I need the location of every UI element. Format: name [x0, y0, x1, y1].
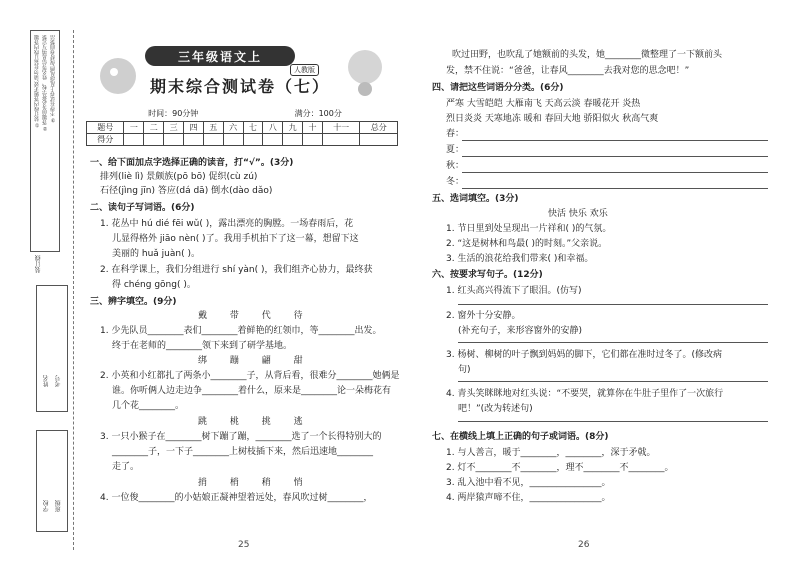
s7-q4: 4. 两岸猿声啼不住，________________。 [446, 493, 611, 503]
s7-q2: 2. 灯不________不________，理不________不________。 [446, 463, 674, 473]
s2-q2-line-b: 得 chéng gōng( )。 [112, 280, 196, 290]
s3-q3-line-b: ________子，一下子________上树枝插下来，然后迅速地________ [112, 447, 374, 457]
s4-summer-line[interactable] [462, 156, 768, 157]
field-school: 学校 [43, 500, 50, 512]
score-cell: 十 [303, 122, 323, 134]
s6-q1-answer-line[interactable] [458, 304, 768, 305]
s3-q3-line-c: 走了。 [112, 462, 140, 472]
s6-q3-line-a: 3. 杨树、柳树的叶子飘到妈妈的脚下，它们都在准时过冬了。(修改病 [446, 350, 722, 360]
s2-q1-line-a: 1. 花丛中 hú dié fēi wǔ( )，露出漂亮的胸膛。一场春雨后，花 [100, 219, 354, 229]
score-cell: 得分 [87, 134, 124, 146]
s2-q1-line-c: 美丽的 huǎ juàn( )。 [112, 249, 200, 259]
score-cell: 七 [243, 122, 263, 134]
page-number-left: 25 [238, 540, 250, 550]
s4-autumn-label: 秋： [446, 161, 465, 171]
mascot-eye-icon [110, 68, 118, 76]
score-cell: 题号 [87, 122, 124, 134]
s4-spring-label: 春： [446, 129, 465, 139]
score-input-cell[interactable] [203, 134, 223, 146]
s3-words-2: 绑 蹦 翩 甜 [198, 356, 313, 366]
score-input-cell[interactable] [164, 134, 184, 146]
score-cell: 二 [144, 122, 164, 134]
s2-q2-line-a: 2. 在科学课上，我们分组进行 shí yàn( )，我们组齐心协力，最终获 [100, 265, 373, 275]
s4-words-line-2: 烈日炎炎 天寒地冻 暖和 春回大地 骄阳似火 秋高气爽 [446, 114, 659, 124]
time-limit: 时间：90分钟 [148, 109, 199, 118]
s6-q2-answer-line[interactable] [458, 342, 768, 343]
score-cell: 十一 [322, 122, 359, 134]
score-input-cell[interactable] [223, 134, 243, 146]
s6-q3-answer-line[interactable] [458, 381, 768, 382]
section-6-title: 六、按要求写句子。(12分) [432, 270, 543, 280]
full-score: 满分：100分 [294, 109, 342, 118]
s6-q2-line-a: 2. 窗外十分安静。 [446, 311, 521, 321]
s4-spring-line[interactable] [462, 140, 768, 141]
s1-line-1: 排列(liè lì) 景颇族(pō bō) 促织(cù zú) [100, 172, 258, 182]
page-number-right: 26 [578, 540, 590, 550]
notice-box [30, 30, 60, 252]
s3-words-3: 跳 桃 挑 逃 [198, 417, 313, 427]
ball-icon [358, 82, 372, 96]
score-input-cell[interactable] [124, 134, 144, 146]
s5-q2: 2. “这是树林和鸟最( )的时刻。”父亲说。 [446, 239, 608, 249]
s7-q3: 3. 乱入池中看不见，________________。 [446, 478, 611, 488]
score-table-score-row [87, 134, 398, 146]
s3-q4-line-a: 4. 一位俊________的小姑娘正凝神望着远处，春风吹过树________， [100, 493, 373, 503]
s4-words-line-1: 严寒 大雪皑皑 大雁南飞 天高云淡 春暖花开 炎热 [446, 99, 641, 109]
s4-winter-line[interactable] [462, 188, 768, 189]
s7-q1: 1. 与人善言，暖于________，________，深于矛戟。 [446, 448, 656, 458]
mascot-left-icon [100, 58, 136, 94]
score-input-cell[interactable] [184, 134, 204, 146]
score-input-cell[interactable] [263, 134, 283, 146]
field-id: 考号 [55, 375, 62, 387]
s5-words: 快活 快乐 欢乐 [548, 209, 608, 219]
grade-banner: 三年级语文上 [145, 46, 295, 66]
score-input-cell[interactable] [322, 134, 359, 146]
field-name: 姓名 [43, 375, 50, 387]
notice-line: ③不得在试卷上乱涂乱画,保持卷面整洁 [50, 35, 56, 123]
exam-header [100, 44, 390, 104]
notice-line: ②答题前务必将学校、姓名等信息填写完整 [42, 35, 48, 131]
field-class: 班级 [55, 500, 62, 512]
school-field-box [36, 430, 68, 532]
s4-winter-label: 冬： [446, 177, 465, 187]
section-1-title: 一、给下面加点字选择正确的读音，打“√”。(3分) [90, 158, 294, 168]
s2-q1-line-b: 儿显得格外 jiāo nèn( )了。我用手机拍下了这一幕，想留下这 [112, 234, 359, 244]
s6-q3-line-b: 句) [458, 365, 471, 375]
s4-autumn-line[interactable] [462, 172, 768, 173]
cont-line-a: 吹过田野，也吹乱了她额前的头发，她________微整理了一下额前头 [452, 50, 723, 60]
score-input-cell[interactable] [283, 134, 303, 146]
s6-q2-line-b: (补充句子，来形容窗外的安静) [458, 326, 583, 336]
name-field-box [36, 285, 68, 412]
score-cell: 五 [203, 122, 223, 134]
s3-q1-line-b: 终于在老师的________领下来到了研学基地。 [112, 341, 293, 351]
s4-summer-label: 夏： [446, 145, 465, 155]
s3-words-4: 捎 梢 稍 悄 [198, 478, 313, 488]
s6-q4-line-b: 吧！”(改为转述句) [458, 404, 533, 414]
time-score-row [100, 108, 390, 119]
section-5-title: 五、选词填空。(3分) [432, 194, 519, 204]
s3-q2-line-c: 几个花________。 [112, 401, 185, 411]
s1-line-2: 石径(jìng jīn) 答应(dá dā) 倒水(dào dǎo) [100, 186, 273, 196]
s6-q4-answer-line[interactable] [458, 421, 768, 422]
binding-strip [28, 30, 88, 550]
cont-line-b: 发，禁不住说：“爸爸，让春风________去我对您的思念吧！” [446, 66, 690, 76]
score-input-cell[interactable] [243, 134, 263, 146]
score-cell: 九 [283, 122, 303, 134]
section-7-title: 七、在横线上填上正确的句子或词语。(8分) [432, 432, 609, 442]
cut-label: 装订线 [35, 255, 42, 273]
s3-words-1: 戴 带 代 待 [198, 311, 313, 321]
s6-q1: 1. 红头高兴得流下了眼泪。(仿写) [446, 286, 582, 296]
score-cell: 八 [263, 122, 283, 134]
section-3-title: 三、辨字填空。(9分) [90, 297, 177, 307]
score-cell: 一 [124, 122, 144, 134]
exam-title: 期末综合测试卷（七） [149, 77, 330, 96]
score-table [86, 121, 398, 146]
score-cell: 总分 [360, 122, 398, 134]
section-4-title: 四、请把这些词语分分类。(6分) [432, 83, 564, 93]
score-input-cell[interactable] [360, 134, 398, 146]
notice-line: ①装订线内答题无效,请勿在装订线内答题 [34, 35, 40, 128]
s3-q2-line-b: 谁。你听俩人边走边争________着什么，原来是________论一朵梅花有 [112, 386, 392, 396]
s6-q4-line-a: 4. 青头笑眯眯地对红头说：“不要哭，就算你在牛肚子里作了一次旅行 [446, 389, 724, 399]
score-input-cell[interactable] [144, 134, 164, 146]
score-cell: 三 [164, 122, 184, 134]
s5-q3: 3. 生活的浪花给我们带来( )和幸福。 [446, 254, 594, 264]
s3-q3-line-a: 3. 一只小猴子在________树下蹦了蹦，________选了一个长得特别大的 [100, 432, 382, 442]
s5-q1: 1. 节日里到处呈现出一片祥和( )的气氛。 [446, 224, 612, 234]
score-cell: 六 [223, 122, 243, 134]
section-2-title: 二、读句子写词语。(6分) [90, 203, 195, 213]
s3-q1-line-a: 1. 少先队员________表们________着鲜艳的红领巾，等________出发。 [100, 326, 382, 336]
score-cell: 四 [184, 122, 204, 134]
edition-badge: 人教版 [290, 64, 319, 76]
s3-q2-line-a: 2. 小英和小红都扎了两条小________子，从背后看，很难分________她俩是 [100, 371, 400, 381]
mascot-right-icon [348, 50, 382, 84]
cut-line [73, 30, 74, 550]
score-input-cell[interactable] [303, 134, 323, 146]
score-table-header-row [87, 122, 398, 134]
